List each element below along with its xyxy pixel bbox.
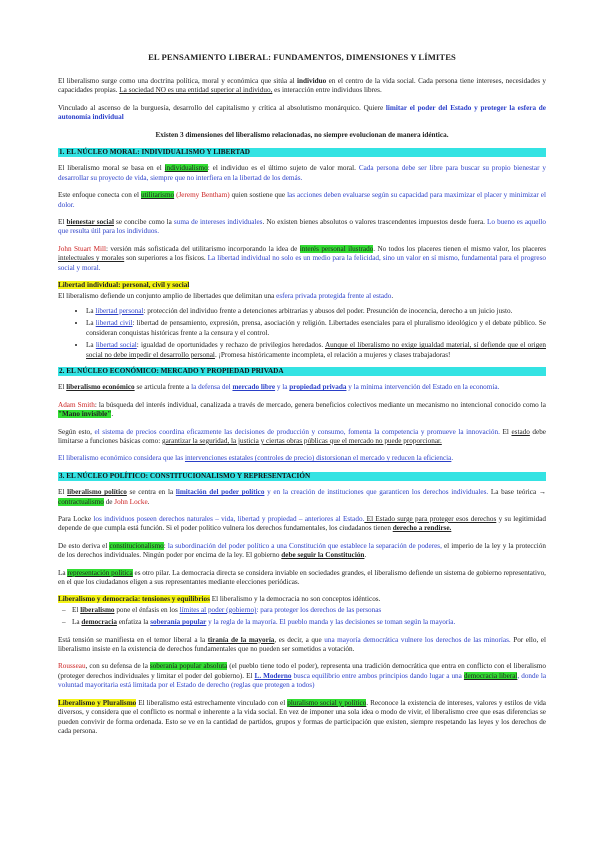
democracy-subheading-line: Liberalismo y democracia: tensiones y equilibrios El liberalismo y la democracia no son conceptos idénticos. (58, 595, 381, 604)
moral-paragraph-1: El liberalismo moral se basa en el individualismo: el individuo es el último sujeto de valor moral. Cada persona debe ser libre para buscar su propio bienestar y desarrollar su proyecto de vida, siempre que no interfiera en la libertad de los demás. (58, 164, 547, 182)
political-paragraph-2: Para Locke los individuos poseen derechos naturales – vida, libertad y propiedad – anteriores al Estado. El Estado surge para proteger esos derechos y su legitimidad depende de que cumpla está función. Si el poder político vulnera los derechos fundamentales, los ciudadanos tienen derecho a rendirse. (58, 515, 546, 533)
section-heading-economic: 2. EL NÚCLEO ECONÓMICO: MERCADO Y PROPIEDAD PRIVADA (58, 367, 546, 376)
moral-paragraph-3: El bienestar social se concibe como la suma de intereses individuales. No existen bienes absolutos o valores trascendentes impuestos desde fuera. Lo bueno es aquello que resulta útil para los individuos. (58, 218, 546, 236)
subheading-liberalism-democracy: Liberalismo y democracia: tensiones y equilibrios (58, 595, 210, 604)
democracy-list (58, 606, 546, 628)
subheading-individual-liberty: Libertad individual: personal, civil y social (58, 281, 190, 290)
section-heading-moral: 1. EL NÚCLEO MORAL: INDIVIDUALISMO Y LIBERTAD (58, 148, 546, 157)
liberty-list (58, 307, 546, 360)
list-item: – El liberalismo pone el énfasis en los límites al poder (gobierno): para proteger los derechos de las personas (72, 606, 546, 615)
economic-paragraph-4: El liberalismo económico considera que las intervenciones estatales (controles de precio) distorsionan el mercado y reducen la eficiencia. (58, 454, 454, 463)
moral-paragraph-2: Este enfoque conecta con el utilitarismo (Jeremy Bentham) quien sostiene que las acciones deben evaluarse según su capacidad para maximizar el placer y minimizar el dolor. (58, 191, 546, 209)
political-paragraph-7: Liberalismo y Pluralismo El liberalismo está estrechamente vinculado con el pluralismo social y político. Reconoce la existencia de intereses, valores y estilos de vida diversos, y considera que el conflicto es normal e inherente a la vida social. En vez de imponer una sola idea o modo de vivir, el liberalismo cree que esas diferencias se pueden convivir de forma ordenada. Esto se ve en la cantidad de partidos, grupos y formas de participación que existen, siempre respetando las leyes y los derechos de cada persona. (58, 698, 546, 735)
document-page (58, 52, 546, 744)
moral-paragraph-5: El liberalismo defiende un conjunto amplio de libertades que delimitan una esfera privada protegida frente al estado. (58, 291, 394, 300)
page-title: EL PENSAMIENTO LIBERAL: FUNDAMENTOS, DIMENSIONES Y LÍMITES (148, 52, 456, 62)
political-paragraph-3: De esto deriva el constitucionalismo: la subordinación del poder político a una Constitución que establece la separación de poderes, el imperio de la ley y la protección de los derechos individuales. Ningún poder por encima de la ley. El gobierno debe seguir la Constitución. (58, 541, 546, 560)
dimensions-statement: Existen 3 dimensiones del liberalismo relacionadas, no siempre evolucionan de manera idéntica. (155, 130, 449, 139)
section-heading-political: 3. EL NÚCLEO POLÍTICO: CONSTITUCIONALISMO Y REPRESENTACIÓN (58, 472, 546, 481)
economic-paragraph-1: El liberalismo económico se articula frente a la defensa del mercado libre y la propiedad privada y la mínima intervención del Estado en la economía. (58, 383, 500, 392)
political-paragraph-6: Rousseau, con su defensa de la soberanía popular absoluta (el pueblo tiene todo el poder), representa una tradición democrática que entra en conflicto con el liberalismo (proteger derechos individuales y limitar el poder del gobierno). El L. Moderno busca equilibrio entre ambos principios dando lugar a una democracia liberal, donde la voluntad mayoritaria está limitada por el Estado de derecho (reglas que protegen a todos) (58, 662, 547, 690)
list-item: • La libertad civil: libertad de pensamiento, expresión, prensa, asociación y religión. Libertades esenciales para el pluralismo ideológico y el debate público. Se consideran conquistas históricas frente a la censura y el control. (86, 319, 546, 338)
political-paragraph-4: La representación política es otro pilar. La democracia directa se considera inviable en sociedades grandes, el liberalismo defiende un sistema de gobierno representativo, en el que los ciudadanos eligen a sus representantes mediante elecciones periódicas. (58, 568, 546, 587)
list-item: – La democracia enfatiza la soberanía popular y la regla de la mayoría. El pueblo manda y las decisiones se toman según la mayoría. (72, 618, 546, 627)
intro-paragraph-2: Vinculado al ascenso de la burguesía, desarrollo del capitalismo y crítica al absolutismo monárquico. Quiere limitar el poder del Estado y proteger la esfera de autonomía individual (58, 103, 546, 122)
list-item: • La libertad personal: protección del individuo frente a detenciones arbitrarias y abusos del poder. Presunción de inocencia, derecho a un juicio justo. (86, 307, 546, 316)
political-paragraph-1: El liberalismo político se centra en la limitación del poder político y en la creación de instituciones que garanticen los derechos individuales. La base teórica → contractualismo de John Locke. (58, 488, 547, 506)
economic-paragraph-2: Adam Smith: la búsqueda del interés individual, canalizada a través de mercado, genera beneficios colectivos mediante un mecanismo no intencional conocido como la "Mano invisible". (58, 400, 546, 419)
intro-paragraph-1: El liberalismo surge como una doctrina política, moral y económica que sitúa al individuo en el centro de la vida social. Cada persona tiene intereses, necesidades y capacidades propias. La sociedad NO es una entidad superior al individuo, es interacción entre individuos libres. (58, 77, 546, 95)
moral-paragraph-4: John Stuart Mill: versión más sofisticada del utilitarismo incorporando la idea de interés personal ilustrado. No todos los placeres tienen el mismo valor, los placeres intelectuales y morales son superiores a los físicos. La libertad individual no solo es un medio para la felicidad, sino un valor en sí mismo, fundamental para el progreso social y moral. (58, 244, 547, 272)
economic-paragraph-3: Según esto, el sistema de precios coordina eficazmente las decisiones de producción y consumo, fomenta la competencia y promueve la innovación. El estado debe limitarse a funciones básicas como: garantizar la seguridad, la justicia y ciertas obras públicas que el mercado no puede proporcionar. (58, 427, 546, 445)
list-item: • La libertad social: igualdad de oportunidades y rechazo de privilegios heredados. Aunque el liberalismo no exige igualdad material, sí defiende que el origen social no debe impedir el desarrollo personal. ¡Promesa históricamente incompleta, el relación a mujeres y clases trabajadoras! (86, 341, 546, 360)
political-paragraph-5: Está tensión se manifiesta en el temor liberal a la tiranía de la mayoría, es decir, a que una mayoría democrática vulnere los derechos de las minorías. Por ello, el liberalismo insiste en la existencia de derechos fundamentales que no pueden ser sometidos a votación. (58, 635, 546, 654)
